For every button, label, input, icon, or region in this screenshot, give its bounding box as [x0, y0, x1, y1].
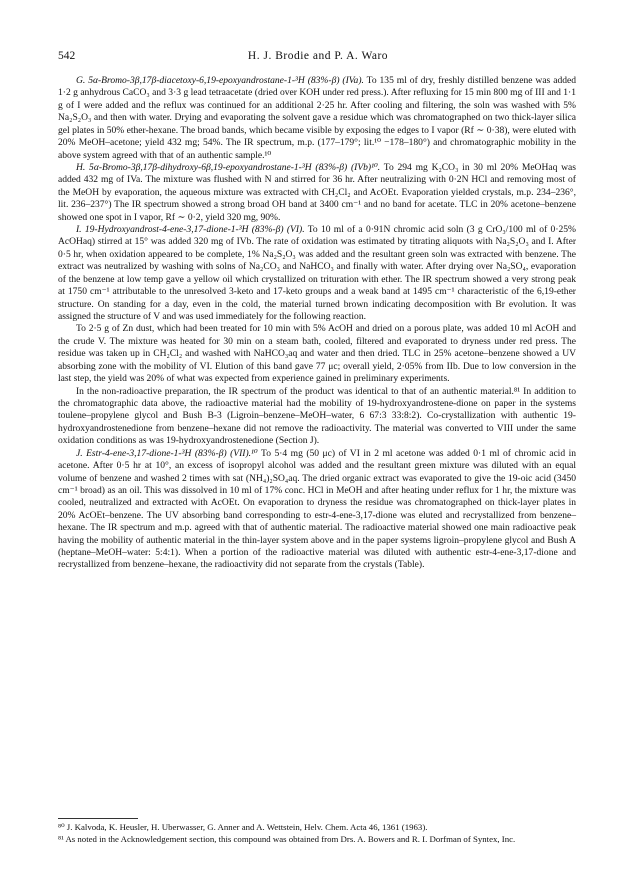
section-heading: I. 19-Hydroxyandrost-4-ene-3,17-dione-1-³H (83%-β) (VI).: [76, 224, 305, 236]
footnote-text: As noted in the Acknowledgement section, this compound was obtained from Drs. A. Bowers and R. I. Dorfman of Syntex, Inc.: [65, 833, 516, 844]
paragraph-h: [58, 162, 576, 224]
article-body: [58, 75, 576, 572]
paragraph-text: To 135 ml of dry, freshly distilled benzene was added 1·2 g anhydrous CaCO₃ and 3·3 g lead tetraacetate (dried over KOH under red press.). After refluxing for 15 min 800 mg of III and 1·1 g of I were added and the reflux was continued for an additional 2·25 hr. After cooling and filtering, the soln was washed with 5% Na₂S₂O₃ and then with water. Drying and evaporating the solvent gave a residue which was chromatographed on two thick-layer silica gel plates in 50% ether-hexane. The broad bands, which became visible by exposing the edges to I vapor (Rf ∼ 0·38), were eluted with 20% MeOH–acetone; yield 432 mg; 54%. The IR spectrum, m.p. (177–179°; lit.¹⁰ −178–180°) and chromatographic mobility in the above system agreed with that of an authentic sample.¹⁰: [58, 75, 576, 161]
paragraph-text: In the non-radioactive preparation, the IR spectrum of the product was identical to that of an authentic material.⁸¹ In addition to the chromatographic data above, the radioactive material had the mobility of 19-hydroxyandrostene-dione on paper in the systems toulene–propylene glycol and Bush B-3 (Ligroin–benzene–MeOH–water, 6 67:3 33:8:2). Co-crystallization with authentic 19-hydroxyandrostenedione from benzene–hexane did not remove the radioactivity. The material was converted to VIII under the same oxidation conditions as was 19-hydroxyandrostenedione (Section J).: [58, 385, 576, 447]
footnote-text: J. Kalvoda, K. Heusler, H. Uberwasser, G. Anner and A. Wettstein, Helv. Chem. Acta 46, 1361 (1963).: [66, 822, 428, 832]
paragraph-zn-reduction: [58, 323, 576, 385]
paragraph-text: To 10 ml of a 0·91N chromic acid soln (3 g CrO₃/100 ml of 0·25% AcOHaq) stirred at 15° was added 320 mg of IVb. The rate of oxidation was estimated by titrating aliquots with Na₂S₂O₃ and I. After 0·5 hr, when oxidation appeared to be complete, 1% Na₂S₂O₃ was added and the resultant green soln was extracted with benzene. The extract was neutralized by washing with solns of Na₂CO₃ and NaHCO₃ and finally with water. After drying over Na₂SO₄, evaporation of the benzene at low temp gave a yellow oil which crystallized on trituration with ether. The IR spectrum showed a very strong peak at 1750 cm⁻¹ attributable to the unresolved 3-keto and 17-keto groups and a weak band at 1495 cm⁻¹ characteristic of the 6,19-ether structure. On standing for a day, even in the cold, the material turned brown indicating decomposition with Br evolution. It was assigned the structure of V and was used immediately for the following reaction.: [58, 224, 577, 323]
section-heading: J. Estr-4-ene-3,17-dione-1-³H (83%-β) (VII).¹⁰: [76, 447, 258, 459]
running-head: H. J. Brodie and P. A. Waro: [247, 50, 389, 62]
footnote-marker: ⁸¹: [58, 833, 64, 844]
footnote-divider: [58, 818, 138, 819]
page-number: 542: [58, 50, 76, 62]
footnote-marker: ⁸⁰: [58, 822, 65, 832]
paragraph-text: To 5·4 mg (50 μc) of VI in 2 ml acetone was added 0·1 ml of chromic acid in acetone. After 0·5 hr at 10°, an excess of isopropyl alcohol was added and the resultant green mixture was diluted with an equal volume of benzene and washed 2 times with sat (NH₄)₂SO₄aq. The dried organic extract was evaporated to give the 19-oic acid (3450 cm⁻¹ broad) as an oil. This was dissolved in 10 ml of 17% conc. HCl in MeOH and after heating under reflux for 1 hr, the mixture was cooled, neutralized and extracted with AcOEt. On evaporation to dryness the residue was chromatographed on thick-layer plates in 20% AcOEt–benzene. The UV absorbing band corresponding to estr-4-ene-3,17-dione was eluted and recrystallized from benzene–hexane. The IR spectrum and m.p. agreed with that of authentic material. The radioactive material showed one main radioactive peak having the mobility of authentic material in the thin-layer system above and in the paper systems ligroin–propylene glycol and Bush A (heptane–MeOH–water: 5:4:1). When a portion of the radioactive material was diluted with authentic estr-4-ene-3,17-dione and recrystallized from benzene–hexane, the radioactivity did not separate from the crystals (Table).: [58, 447, 577, 571]
section-heading: G. 5α-Bromo-3β,17β-diacetoxy-6,19-epoxyandrostane-1-³H (83%-β) (IVa).: [76, 75, 364, 86]
footnote-item: [58, 822, 576, 834]
footnotes: [58, 822, 576, 845]
page-header: [58, 50, 578, 66]
paragraph-text: To 294 mg K₂CO₃ in 30 ml 20% MeOHaq was added 432 mg of IVa. The mixture was flushed with N and stirred for 36 hr. After neutralizing with 0·2N HCl and removing most of the MeOH by evaporation, the aqueous mixture was extracted with CH₂Cl₂ and AcOEt. Evaporation yielded crystals, m.p. 234–236°, lit. 236–237°) The IR spectrum showed a strong broad OH band at 3400 cm⁻¹ and no band for acetate. TLC in 20% acetone–benzene showed one spot in I vapor, Rf ∼ 0·2, yield 320 mg, 90%.: [58, 161, 576, 223]
paragraph-i: [58, 224, 576, 323]
paragraph-text: To 2·5 g of Zn dust, which had been treated for 10 min with 5% AcOH and dried on a porous plate, was added 10 ml AcOH and the crude V. The mixture was heated for 30 min on a steam bath, cooled, filtered and evaporated to dryness under red press. The residue was taken up in CH₂Cl₂ and washed with NaHCO₃aq and water and then dried. TLC in 25% acetone–benzene showed a UV absorbing zone with the mobility of VI. Elution of this band gave 77 μc; overall yield, 2·05% from IIb. Due to low conversion in the last step, the yield was 20% of what was expected from experience gained in preliminary experiments.: [58, 323, 576, 385]
section-heading: H. 5α-Bromo-3β,17β-dihydroxy-6β,19-epoxyandrostane-1-³H (83%-β) (IVb)¹⁰.: [76, 161, 381, 173]
paragraph-j: [58, 448, 576, 572]
paragraph-g: [58, 75, 576, 162]
paragraph-non-radioactive: [58, 386, 576, 448]
footnote-item: [58, 834, 576, 846]
